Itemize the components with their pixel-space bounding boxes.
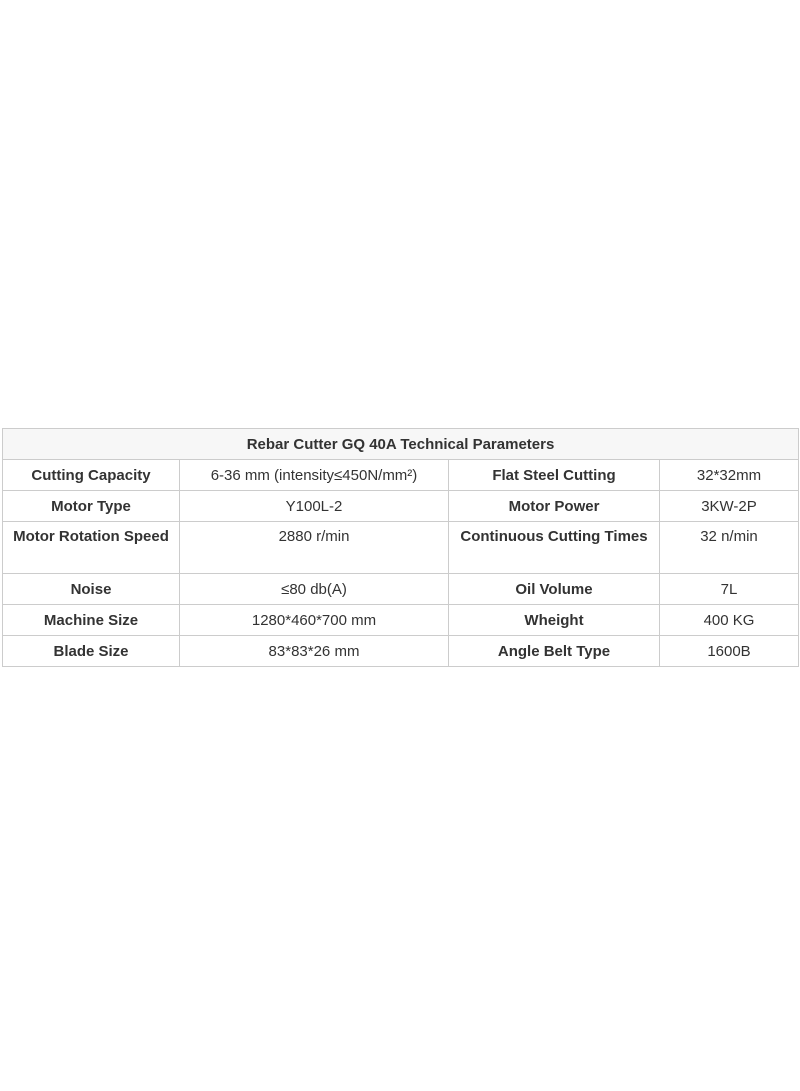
table-title-row [3, 429, 799, 460]
table-row [3, 460, 799, 491]
param-label: Angle Belt Type [449, 636, 660, 667]
param-value: ≤80 db(A) [180, 574, 449, 605]
table-title: Rebar Cutter GQ 40A Technical Parameters [3, 429, 799, 460]
param-label: Machine Size [3, 605, 180, 636]
param-label: Continuous Cutting Times [449, 522, 660, 574]
param-label: Oil Volume [449, 574, 660, 605]
param-value: 2880 r/min [180, 522, 449, 574]
param-value: Y100L-2 [180, 491, 449, 522]
param-label: Flat Steel Cutting [449, 460, 660, 491]
param-value: 6-36 mm (intensity≤450N/mm²) [180, 460, 449, 491]
table-row [3, 605, 799, 636]
param-label: Cutting Capacity [3, 460, 180, 491]
param-value: 32 n/min [660, 522, 799, 574]
param-label: Wheight [449, 605, 660, 636]
param-label: Noise [3, 574, 180, 605]
param-value: 32*32mm [660, 460, 799, 491]
table-row [3, 522, 799, 574]
param-value: 1280*460*700 mm [180, 605, 449, 636]
param-value: 400 KG [660, 605, 799, 636]
table-row [3, 574, 799, 605]
param-label: Motor Type [3, 491, 180, 522]
technical-parameters-table [2, 428, 799, 667]
table-row [3, 636, 799, 667]
param-label: Motor Rotation Speed [3, 522, 180, 574]
param-label: Motor Power [449, 491, 660, 522]
param-value: 83*83*26 mm [180, 636, 449, 667]
table-row [3, 491, 799, 522]
param-label: Blade Size [3, 636, 180, 667]
param-value: 7L [660, 574, 799, 605]
param-value: 1600B [660, 636, 799, 667]
param-value: 3KW-2P [660, 491, 799, 522]
